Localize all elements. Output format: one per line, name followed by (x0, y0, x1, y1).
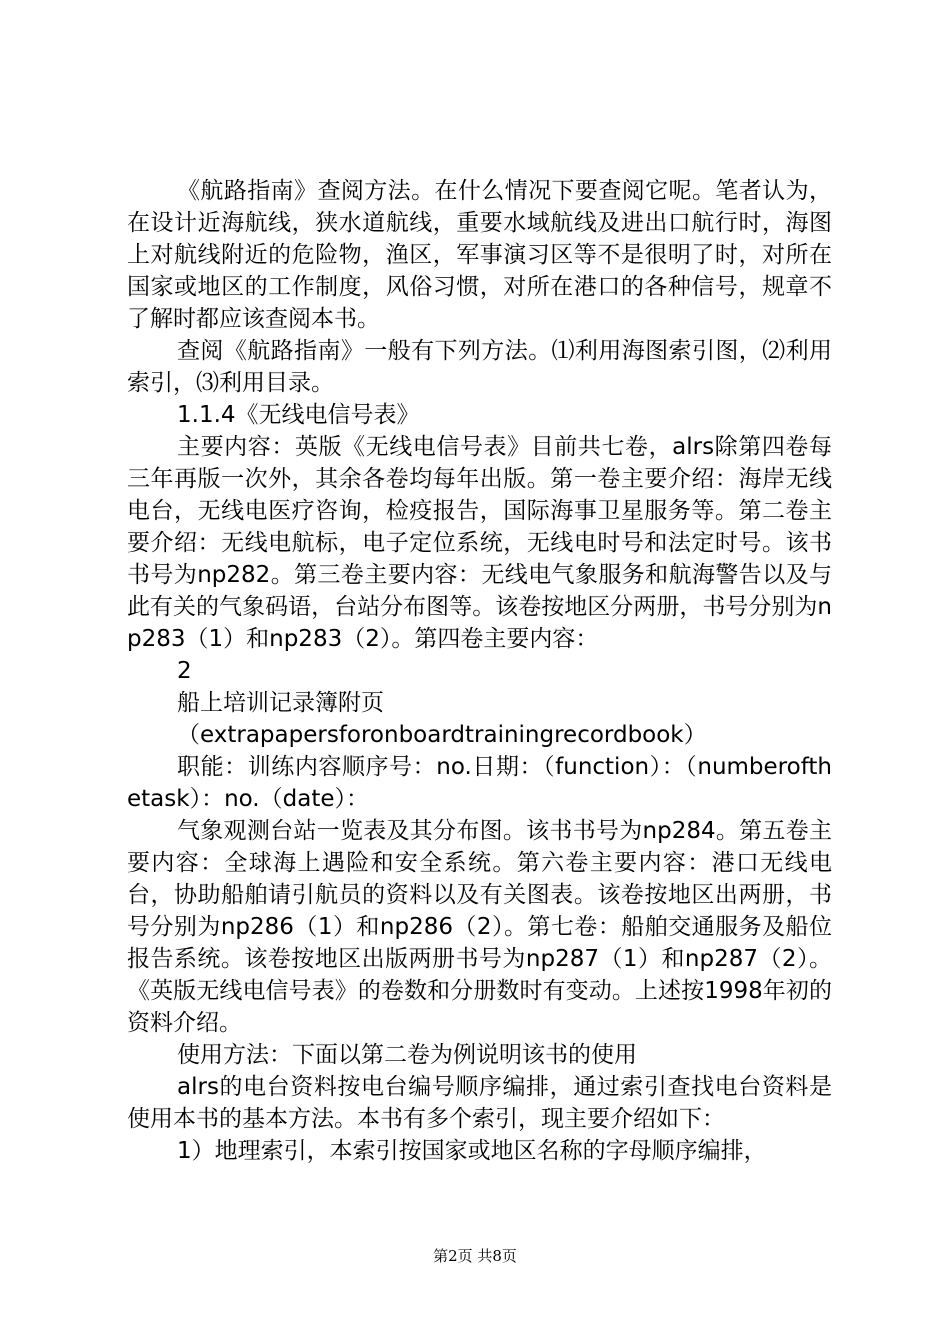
training-record-title: 船上培训记录簿附页 (177, 690, 384, 716)
paragraph-sailing-directions-usage: 《航路指南》查阅方法。在什么情况下要查阅它呢。笔者认为，在设计近海航线，狭水道航线，重要水域航线及进出口航行时，海图上对航线附近的危险物，渔区，军事演习区等不是很明了时，对所在国家或地区的工作制度，风俗习惯，对所在港口的各种信号，规章不了解时都应该查阅本书。 (127, 178, 832, 332)
inline-page-number: 2 (177, 658, 192, 684)
page-footer: 第2页 共8页 (433, 1247, 517, 1265)
paragraph-volumes-continued: 气象观测台站一览表及其分布图。该书书号为np284。第五卷主要内容：全球海上遇险和安全系统。第六卷主要内容：港口无线电台，协助船舶请引航员的资料以及有关图表。该卷按地区出两册，书号分别为np286（1）和np286（2）。第七卷：船舶交通服务及船位报告系统。该卷按地区出版两册书号为np287（1）和np287（2）。《英版无线电信号表》的卷数和分册数时有变动。上述按1998年初的资料介绍。 (127, 818, 832, 1036)
paragraph-usage-method: 使用方法：下面以第二卷为例说明该书的使用 (177, 1042, 637, 1068)
document-body (127, 175, 832, 1167)
section-heading-radio-signals: 1.1.4《无线电信号表》 (177, 402, 420, 428)
paragraph-station-indexes: alrs的电台资料按电台编号顺序编排，通过索引查找电台资料是使用本书的基本方法。本书有多个索引，现主要介绍如下： (127, 1074, 832, 1132)
paragraph-main-contents: 主要内容：英版《无线电信号表》目前共七卷，alrs除第四卷每三年再版一次外，其余各卷均每年出版。第一卷主要介绍：海岸无线电台，无线电医疗咨询，检疫报告，国际海事卫星服务等。第二卷主要介绍：无线电航标，电子定位系统，无线电时号和法定时号。该书书号为np282。第三卷主要内容：无线电气象服务和航海警告以及与此有关的气象码语，台站分布图等。该卷按地区分两册，书号分别为np283（1）和np283（2）。第四卷主要内容： (127, 434, 832, 652)
training-record-subtitle: （extrapapersforonboardtrainingrecordbook） (177, 722, 707, 748)
training-record-fields: 职能：训练内容顺序号：no.日期：（function）：（numberofthetask）：no.（date）： (127, 754, 832, 812)
paragraph-geographic-index: 1）地理索引，本索引按国家或地区名称的字母顺序编排， (177, 1138, 767, 1164)
paragraph-lookup-methods: 查阅《航路指南》一般有下列方法。⑴利用海图索引图，⑵利用索引，⑶利用目录。 (127, 338, 832, 396)
